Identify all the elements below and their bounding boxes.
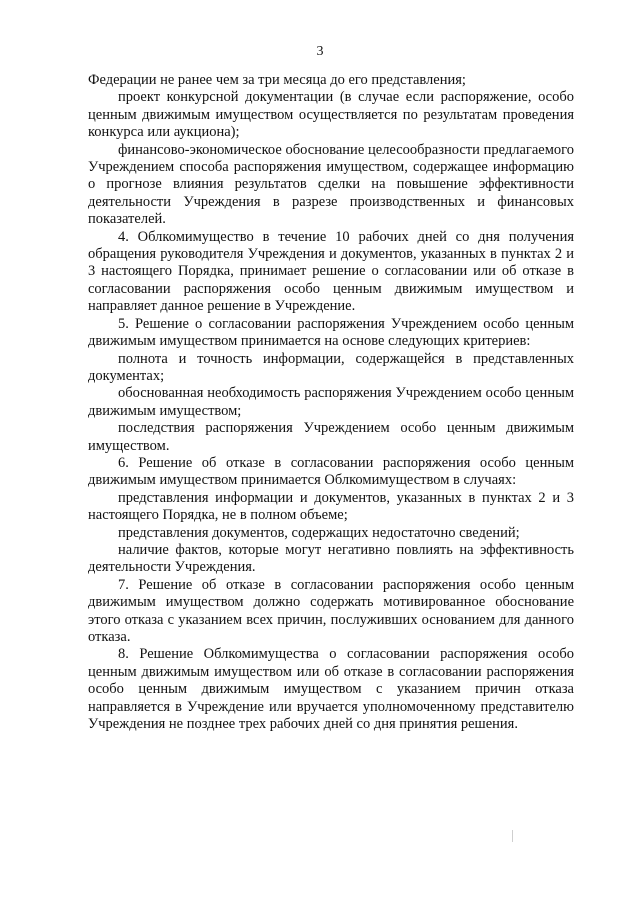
page-number: 3 [316, 44, 324, 59]
paragraph-item-7: 7. Решение об отказе в согласовании распоряжения особо ценным движимым имуществом должно содержать мотивированное обоснование этого отказа с указанием всех причин, послуживших основанием для данного отказа. [88, 576, 574, 645]
paragraph-item-6: 6. Решение об отказе в согласовании распоряжения особо ценным движимым имуществом принимается Облкомимуществом в случаях: [88, 454, 574, 489]
paragraph-item-8: 8. Решение Облкомимущества о согласовании распоряжения особо ценным движимым имуществом или об отказе в согласовании распоряжения особо ценным движимым имуществом с указанием причин отказа направляется в Учреждение или вручается уполномоченному представителю Учреждения не позднее трех рабочих дней со дня принятия решения. [88, 646, 574, 733]
paragraph-refusal-incomplete: представления информации и документов, указанных в пунктах 2 и 3 настоящего Порядка, не в полном объеме; [88, 489, 574, 524]
paragraph-refusal-negative-facts: наличие фактов, которые могут негативно повлиять на эффективность деятельности Учреждения. [88, 541, 574, 576]
paragraph-item-5: 5. Решение о согласовании распоряжения Учреждением особо ценным движимым имуществом принимается на основе следующих критериев: [88, 315, 574, 350]
scan-mark [512, 830, 513, 842]
paragraph-continuation: Федерации не ранее чем за три месяца до его представления; [88, 72, 466, 88]
paragraph-criterion-consequences: последствия распоряжения Учреждением особо ценным движимым имуществом. [88, 420, 574, 454]
document-body [88, 72, 574, 733]
paragraph-tender-documentation: проект конкурсной документации (в случае если распоряжение, особо ценным движимым имуществом осуществляется по результатам проведения конкурса или аукциона); [88, 89, 574, 141]
paragraph-criterion-necessity: обоснованная необходимость распоряжения Учреждением особо ценным движимым имуществом; [88, 385, 574, 419]
paragraph-item-4: 4. Облкомимущество в течение 10 рабочих дней со дня получения обращения руководителя Учреждения и документов, указанных в пунктах 2 и 3 настоящего Порядка, принимает решение о согласовании или об отказе в согласовании распоряжения особо ценным движимым имуществом и направляет данное решение в Учреждение. [88, 228, 574, 315]
paragraph-economic-justification: финансово-экономическое обоснование целесообразности предлагаемого Учреждением способа распоряжения имуществом, содержащее информацию о прогнозе влияния результатов сделки на повышение эффективности деятельности Учреждения в разрезе производственных и финансовых показателей. [88, 141, 574, 228]
paragraph-criterion-completeness: полнота и точность информации, содержащейся в представленных документах; [88, 350, 574, 384]
paragraph-refusal-insufficient: представления документов, содержащих недостаточно сведений; [118, 524, 520, 541]
